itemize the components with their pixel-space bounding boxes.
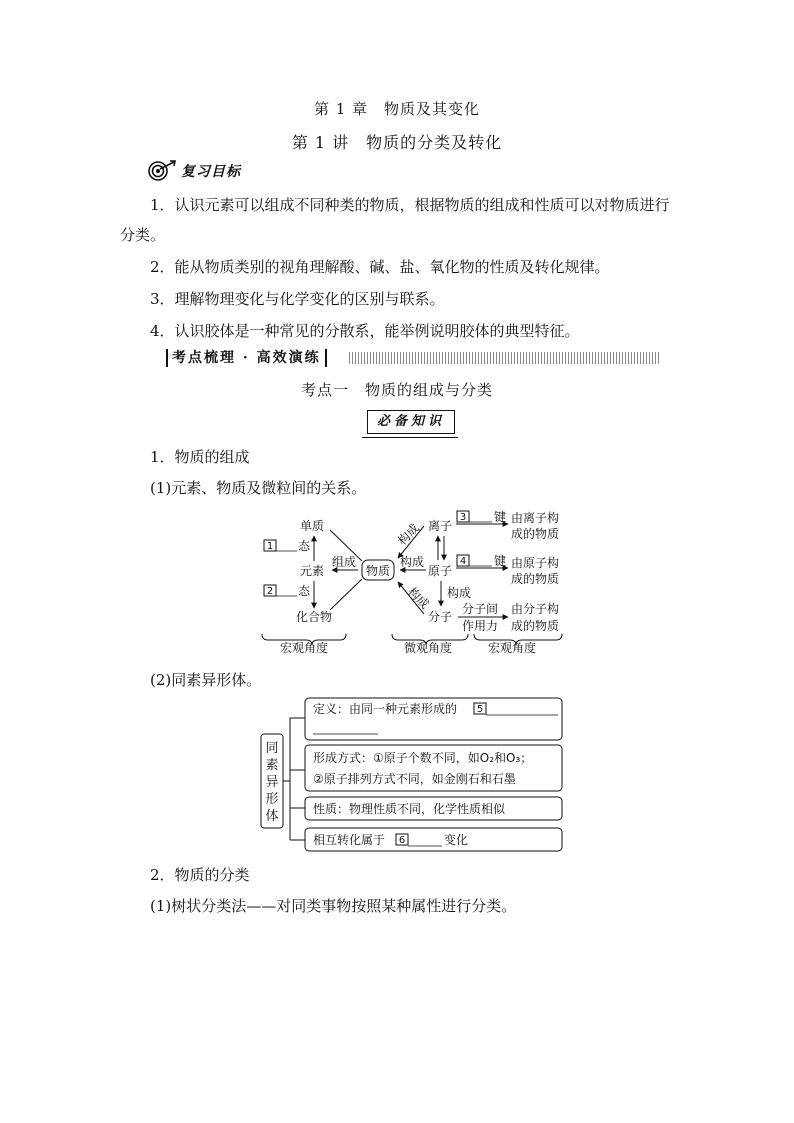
ionic-substance-1: 由离子构 xyxy=(511,511,560,525)
danzhi-label: 单质 xyxy=(300,519,325,533)
bibei-badge: 必备知识 xyxy=(367,410,455,434)
atomic-substance-2: 成的物质 xyxy=(511,572,560,586)
blank-1: 1 xyxy=(266,541,274,552)
goucheng-mid: 构成 xyxy=(400,555,425,569)
yuansu-label: 元素 xyxy=(300,564,325,578)
section2-sub1: (1)树状分类法——对同类事物按照某种属性进行分类。 xyxy=(150,897,517,915)
banner-label: 考点梳理 · 高效演练 xyxy=(166,349,327,367)
goucheng-bottom: 构成 xyxy=(405,584,432,612)
zuoyongli-label: 作用力 xyxy=(462,619,499,633)
form-text-2: ②原子排列方式不同，如金刚石和石墨 xyxy=(313,772,516,786)
goal-3: 3．理解物理变化与化学变化的区别与联系。 xyxy=(150,290,445,308)
section1-sub2: (2)同素异形体。 xyxy=(150,671,262,689)
blank-6: 6 xyxy=(398,835,406,846)
section2-title: 2．物质的分类 xyxy=(150,866,250,884)
hongguan-right: 宏观角度 xyxy=(488,641,537,655)
chapter-title: 第 1 章 物质及其变化 xyxy=(313,100,481,118)
tai-label-1: 态 xyxy=(298,539,311,553)
jian-label-2: 键 xyxy=(494,554,507,568)
conv-text-2: 变化 xyxy=(444,833,469,847)
wuzhi-node: 物质 xyxy=(365,564,391,578)
allotrope-label: 同素异形体 xyxy=(265,741,279,824)
fenzijian-label: 分子间 xyxy=(462,602,499,616)
allotrope-diagram xyxy=(261,698,562,851)
goucheng-down: 构成 xyxy=(447,586,472,600)
huahewu-label: 化合物 xyxy=(296,610,333,624)
atomic-substance-1: 由原子构 xyxy=(511,556,560,570)
kaodian-title: 考点一 物质的组成与分类 xyxy=(300,381,493,399)
form-text-1: 形成方式：①原子个数不同，如O₂和O₃； xyxy=(313,751,533,765)
review-goals-title: 复习目标 xyxy=(181,164,241,180)
goucheng-top: 构成 xyxy=(395,521,422,548)
blank-3: 3 xyxy=(459,512,467,523)
goal-4: 4．认识胶体是一种常见的分散系，能举例说明胶体的典型特征。 xyxy=(150,322,580,340)
def-text: 定义：由同一种元素形成的 xyxy=(313,702,458,716)
goal-2: 2．能从物质类别的视角理解酸、碱、盐、氧化物的性质及转化规律。 xyxy=(150,258,610,276)
tai-label-2: 态 xyxy=(298,584,311,598)
zucheng-label: 组成 xyxy=(332,555,357,569)
blank-4: 4 xyxy=(459,556,467,567)
jian-label-1: 键 xyxy=(494,510,507,524)
hongguan-left: 宏观角度 xyxy=(280,641,329,655)
prop-text: 性质：物理性质不同，化学性质相似 xyxy=(313,802,506,816)
molecular-substance-2: 成的物质 xyxy=(511,619,560,633)
ionic-substance-2: 成的物质 xyxy=(511,527,560,541)
section1-sub1: (1)元素、物质及微粒间的关系。 xyxy=(150,479,367,497)
yuanzi-label: 原子 xyxy=(428,564,453,578)
molecular-substance-1: 由分子构 xyxy=(511,602,560,616)
weiguan-label: 微观角度 xyxy=(404,641,453,655)
goal-1: 1．认识元素可以组成不同种类的物质，根据物质的组成和性质可以对物质进行分类。 xyxy=(120,196,670,244)
blank-2: 2 xyxy=(266,586,274,597)
lizi-label: 离子 xyxy=(428,519,453,533)
conv-text-1: 相互转化属于 xyxy=(313,833,386,847)
blank-5: 5 xyxy=(476,704,484,715)
section1-title: 1．物质的组成 xyxy=(150,448,250,466)
fenzi-label: 分子 xyxy=(428,610,453,624)
lecture-title: 第 1 讲 物质的分类及转化 xyxy=(291,133,503,152)
